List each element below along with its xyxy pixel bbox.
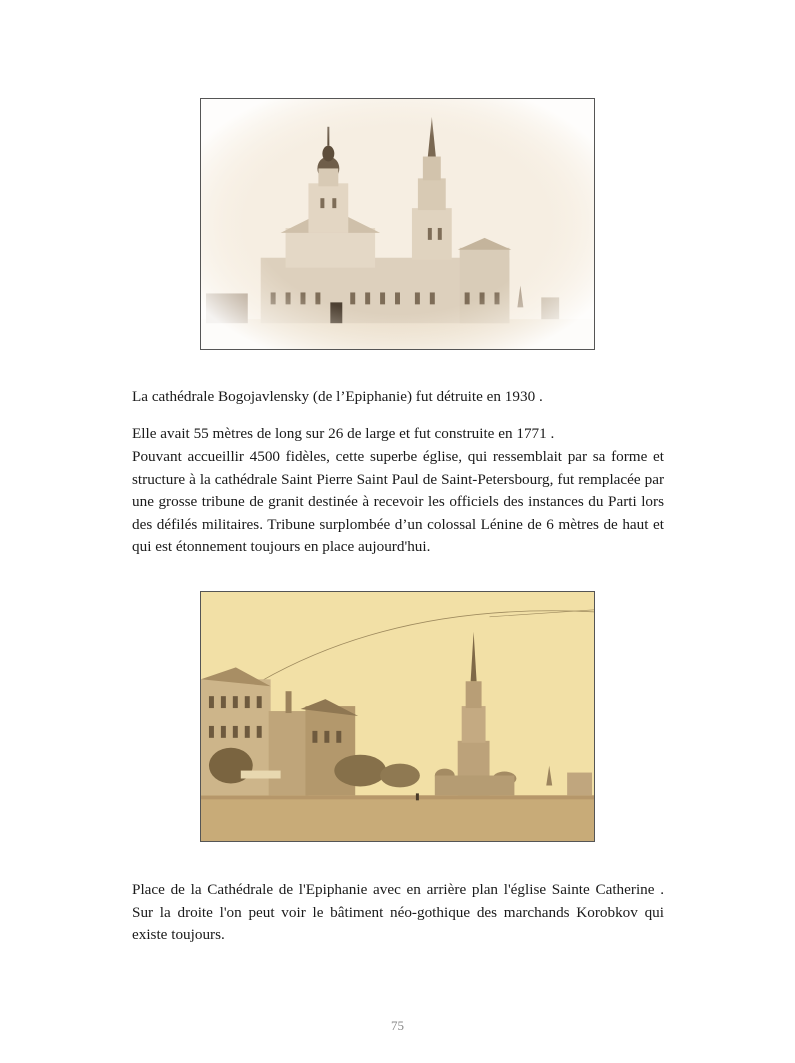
cathedral-illustration — [201, 99, 594, 349]
dimensions-paragraph: Elle avait 55 mètres de long sur 26 de large et fut construite en 1771 . — [132, 425, 555, 442]
square-illustration — [201, 592, 594, 841]
history-paragraph: Pouvant accueillir 4500 fidèles, cette superbe église, qui ressemblait par sa forme et structure à la cathédrale Saint Pierre Saint Paul de Saint-Petersbourg, fut remplacée par une grosse tribune de granit destinée à recevoir les officiels des instances du Parti lors des défilés militaires. Tribune surplombée d’un colossal Lénine de 6 mètres de haut et qui est étonnement toujours en place aujourd'hui. — [132, 448, 664, 555]
square-photo — [200, 591, 595, 842]
page-number: 75 — [391, 1018, 404, 1033]
square-caption: Place de la Cathédrale de l'Epiphanie avec en arrière plan l'église Sainte Catherine . Sur la droite l'on peut voir le bâtiment néo-gothique des marchands Korobkov qui existe toujours. — [132, 881, 664, 943]
cathedral-caption: La cathédrale Bogojavlensky (de l’Epiphanie) fut détruite en 1930 . — [132, 388, 543, 405]
cathedral-photo — [200, 98, 595, 350]
